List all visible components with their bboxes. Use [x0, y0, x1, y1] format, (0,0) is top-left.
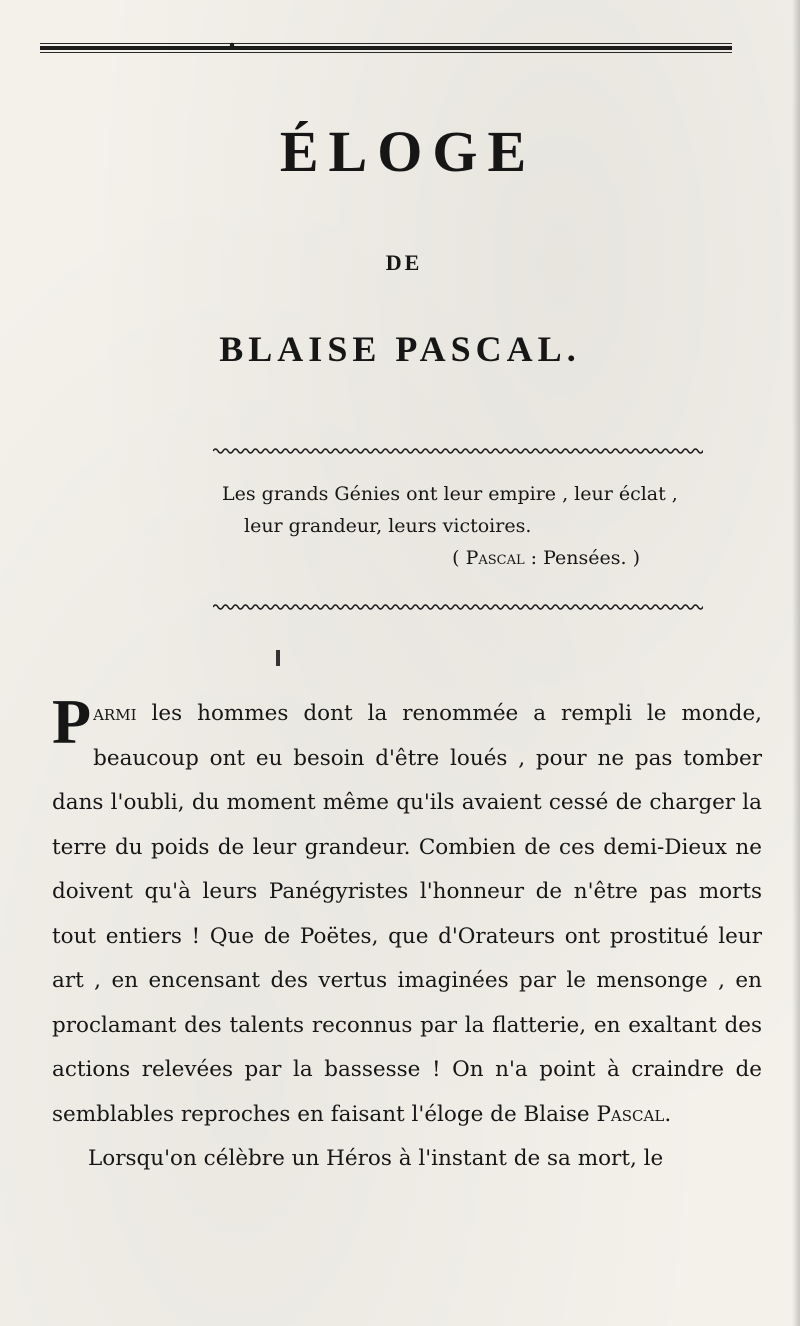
epigraph-author: Pascal	[465, 547, 525, 569]
epigraph-line-2: leur grandeur, leurs victoires.	[244, 515, 532, 537]
page-shadow-edge	[792, 0, 800, 1326]
body-text	[52, 686, 762, 1182]
top-ornamental-rule	[40, 40, 732, 54]
subject-name: BLAISE PASCAL.	[219, 329, 581, 369]
paragraph-2: Lorsqu'on célèbre un Héros à l'instant de sa mort, le	[88, 1146, 664, 1171]
paragraph-1-text: les hommes dont la renommée a rempli le monde, beaucoup ont eu besoin d'être loués , pour ne pas tomber dans l'oubli, du moment même qu'ils avaient cessé de charger la terre du poids de leur grandeur. Combien de ces demi-Dieux ne doivent qu'à leurs Panégyristes l'honneur de n'être pas morts tout entiers ! Que de Poëtes, que d'Orateurs ont prostitué leur art , en encensant des vertus imaginées par le mensonge , en proclamant des talents reconnus par la flatterie, en exaltant des actions relevées par la bassesse ! On n'a point à craindre de semblables reproches en faisant l'éloge de Blaise	[52, 701, 762, 1127]
epigraph	[222, 478, 702, 574]
wavy-rule-bottom	[213, 602, 703, 612]
drop-cap: P	[52, 686, 92, 757]
ink-mark	[276, 650, 280, 666]
epigraph-source: ( Pascal : Pensées. )	[452, 547, 640, 569]
page-title: ÉLOGE	[279, 119, 537, 184]
epigraph-line-1: Les grands Génies ont leur empire , leur éclat ,	[222, 483, 678, 505]
wavy-rule-top	[213, 446, 703, 456]
paragraph-1	[52, 686, 762, 1137]
title-connector: DE	[385, 250, 423, 275]
opening-smallcaps: armi	[93, 701, 137, 726]
paragraph-1-end-name: Pascal.	[596, 1101, 672, 1127]
